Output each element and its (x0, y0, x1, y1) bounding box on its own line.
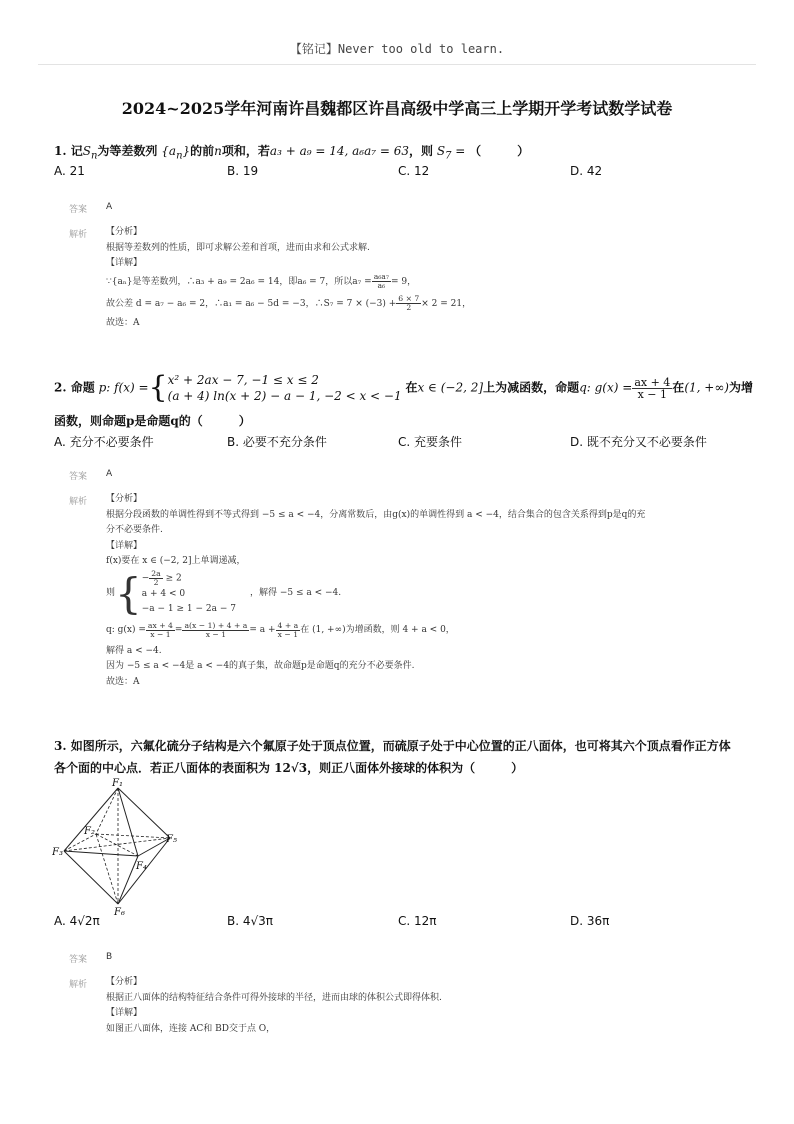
q3-answer-label: 答案 (69, 955, 88, 965)
q1-option-a[interactable]: A. 21 (54, 164, 85, 178)
header-divider (38, 64, 756, 65)
q2-option-c[interactable]: C. 充要条件 (398, 435, 463, 449)
octahedron-figure (52, 776, 187, 916)
question-1-stem: 1. 记$S_n$为等差数列 $\{a_n\}$的前n项和，若a₃ + a₉ = 14, a₆a₇ = 63，则 $S_7$ = （ ） (54, 144, 530, 162)
question-2-stem-line2: 函数，则命题p是命题q的（ ） (54, 414, 251, 428)
q1-option-c[interactable]: C. 12 (398, 164, 430, 178)
q2-option-a[interactable]: A. 充分不必要条件 (54, 435, 154, 449)
q3-option-b[interactable]: B. 4√3π (227, 914, 274, 928)
q2-option-d[interactable]: D. 既不充分又不必要条件 (570, 435, 707, 449)
edge-f6-f4 (118, 856, 138, 904)
q3-option-d[interactable]: D. 36π (570, 914, 610, 928)
q3-answer-value: B (106, 952, 113, 962)
label-f1: F₁ (112, 778, 123, 789)
question-2-stem: 2. 命题 p: f(x) ={ x² + 2ax − 7, −1 ≤ x ≤ 2 (a + 4) ln(x + 2) − a − 1, −2 < x < −1 在x ∈ (−2, 2]上为减函数，命题q: g(x) = $\frac{ax + 4}{x - 1}$ 在(1, +∞)为增 (54, 370, 754, 405)
label-f3: F₃ (52, 847, 63, 858)
label-f6: F₆ (114, 907, 125, 916)
edge-f3-f4 (64, 851, 138, 856)
question-3-stem-line2: 各个面的中心点．若正八面体的表面积为 12√3，则正八面体外接球的体积为（ ） (54, 761, 524, 775)
page-title: 2024~2025学年河南许昌魏都区许昌高级中学高三上学期开学考试数学试卷 (121, 99, 673, 118)
q2-answer-label: 答案 (69, 472, 88, 482)
axis-f3-f5 (64, 838, 170, 851)
q1-option-b[interactable]: B. 19 (227, 164, 259, 178)
q2-option-b[interactable]: B. 必要不充分条件 (227, 435, 327, 449)
q1-analysis-label: 解析 (69, 230, 88, 240)
q1-condition: a₃ + a₉ = 14, a₆a₇ = 63 (269, 144, 409, 158)
q2-answer-value: A (106, 469, 113, 479)
q1-solution: 【分析】 根据等差数列的性质，即可求解公差和首项，进而由求和公式求解. 【详解】 ∵{aₙ}是等差数列，∴a₃ + a₉ = 2a₆ = 14，即a₆ = 7，所以a₇ = $\frac{\text{a₆a₇}}{\text{a₆}}$ = 9， 故公差 d = a₇ − a₆ = 2，∴a₁ = a₆ − 5d = −3，∴S₇ = 7 × (−3) + $\frac{6 \times 7}{2}$ × 2 = 21， 故选：A (106, 227, 472, 328)
q3-solution: 【分析】 根据正八面体的结构特征结合条件可得外接球的半径，进而由球的体积公式即得体积. 【详解】 如图正八面体，连接 AC和 BD交于点 O， (106, 977, 442, 1034)
label-f2: F₂ (84, 826, 95, 837)
label-f5: F₅ (166, 834, 177, 845)
edge-f1-f2 (96, 788, 118, 834)
axis-f2-f4 (96, 834, 138, 856)
q3-option-a[interactable]: A. 4√2π (54, 914, 100, 928)
header-motto: 【铭记】Never too old to learn. (289, 42, 505, 56)
label-f4: F₄ (136, 861, 147, 872)
q2-solution: 【分析】 根据分段函数的单调性得到不等式得到 −5 ≤ a < −4，分离常数后，由g(x)的单调性得到 a < −4，结合集合的包含关系得到p是q的充 分不必要条件. 【详解】 f(x)要在 x ∈ (−2, 2]上单调递减， 则 { − $\frac{2a}{2}$ ≥ 2 a + 4 < 0 −a − 1 ≥ 1 − 2a − 7 ，解得 −5 ≤ a < −4. q: g(x) = $\frac{ax + 4}{x - 1}$ = $\frac{a(x - 1) + 4 + a}{x - 1}$ = a + $\frac{4 + a}{x - 1}$ 在 (1, +∞)为增函数，则 4 + a < 0， 解得 a < −4. 因为 −5 ≤ a < −4是 a < −4的真子集，故命题p是命题q的充分不必要条件. 故选：A (106, 494, 646, 687)
q3-analysis-label: 解析 (69, 980, 88, 990)
question-3-stem: 3. 如图所示，六氟化硫分子结构是六个氟原子处于顶点位置，而硫原子处于中心位置的正八面体，也可将其六个顶点看作正方体 (54, 739, 731, 753)
q3-option-c[interactable]: C. 12π (398, 914, 437, 928)
q2-analysis-label: 解析 (69, 497, 88, 507)
q1-answer-label: 答案 (69, 205, 88, 215)
q1-option-d[interactable]: D. 42 (570, 164, 603, 178)
q1-answer-value: A (106, 202, 113, 212)
